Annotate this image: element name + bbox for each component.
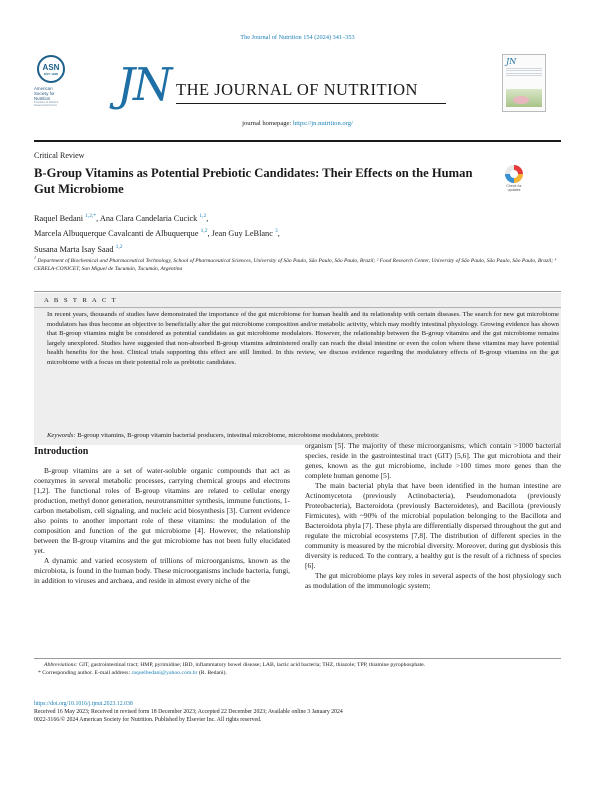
article-publication-info xyxy=(34,700,561,725)
corresponding-label: * Corresponding author. E-mail address: xyxy=(38,670,132,676)
abstract-rule xyxy=(34,291,561,292)
crossmark-icon xyxy=(505,165,523,183)
abstract-text: In recent years, thousands of studies have demonstrated the importance of the gut microbiome for human health and its relationship with certain diseases. The search for new gut microbiome modulators has thus become an objective to beneficially alter the gut microbiome composition and/or metabolic activity, which may modify intestinal physiology. Growing evidence has shown that B-group vitamins might be considered as potential candidates as gut microbiome modulators. However, the relationship between the B-group vitamins and the gut microbiome remains largely unexplored. Studies have suggested that non-absorbed B-group vitamins administered orally can reach the distal intestine or even the colon where these vitamins may have potential health benefits for the host. Clinical trials supporting this effect are still limited. In this review, we discuss evidence regarding the modulatory effects of B-group vitamins on the gut microbiome with a focus on their potential role as prebiotic candidates. xyxy=(47,311,559,366)
article-type: Critical Review xyxy=(34,151,85,160)
abstract-heading-rule xyxy=(34,307,561,308)
homepage-link[interactable]: https://jn.nutrition.org/ xyxy=(292,120,353,127)
body-paragraph: A dynamic and varied ecosystem of trillions of microorganisms, known as the microbiota, is found in the human body. These microorganisms include bacteria, fungi, in addition to viruses and archaea, and reside in almost every niche of the xyxy=(34,556,290,585)
author-name: Raquel Bedani xyxy=(34,213,84,223)
section-heading-introduction: Introduction xyxy=(34,446,89,457)
asn-name-line: American xyxy=(34,86,53,91)
article-title: B-Group Vitamins as Potential Prebiotic Candidates: Their Effects on the Human Gut Microbiome xyxy=(34,166,473,196)
asn-seal-est: EST. 1928 xyxy=(44,71,58,76)
abbreviations-text: GIT, gastrointestinal tract; HMP, pyrimidine; IBD, inflammatory bowel disease; LAB, lactic acid bacteria; THZ, thiazole; TPP, thiamine pyrophosphate. xyxy=(77,662,426,668)
footnote-rule xyxy=(34,658,561,659)
author-affiliation-link[interactable]: 3 xyxy=(274,228,278,235)
homepage-label: journal homepage: xyxy=(242,120,293,127)
author-affiliation-link[interactable]: 1,2 xyxy=(200,228,208,235)
author-name: , Ana Clara Candelaria Cucick xyxy=(96,213,198,223)
author-name: , Jean Guy LeBlanc xyxy=(207,229,273,239)
footnotes xyxy=(34,661,561,677)
asn-logo[interactable] xyxy=(34,55,68,107)
abbreviations-label: Abbreviations: xyxy=(44,662,78,668)
abstract-box xyxy=(34,293,561,445)
asn-seal-text: ASN xyxy=(42,62,60,72)
body-column-left xyxy=(34,466,290,586)
affiliations-text: Department of Biochemical and Pharmaceutical Technology, School of Pharmaceutical Sciences, University of São Paulo, São Paulo, São Paulo, Brazil; ² Food Research Center, University of São Paulo, São Paulo, São Paulo, Brazil; ³ CERELA-CONICET, San Miguel de Tucumán, Tucumán, Argentina xyxy=(34,257,557,272)
author-name: Susana Marta Isay Saad xyxy=(34,244,114,254)
cover-jn-mark: JN xyxy=(506,57,517,66)
corresponding-suffix: (R. Bedani). xyxy=(197,670,227,676)
asn-name xyxy=(34,86,68,101)
cover-text-lines xyxy=(506,68,542,78)
asn-tagline: Excellence in Nutrition Research and Practice xyxy=(34,101,59,107)
journal-logo-mark: JN xyxy=(117,58,171,111)
body-paragraph: B-group vitamins are a set of water-soluble organic compounds that act as coenzymes in several metabolic processes, carrying chemical groups and electrons [1,2]. The functional roles of B-group vitamins are related to cellular energy production, methyl donor generation, neurotransmitter synthesis, immune functions, 1-carbon metabolism, cell signaling, and nucleic acid biosynthesis [3]. Current evidence also points to another important role of these vitamins: the modulation of the composition and function of the gut microbiome [4]. However, the relationship between the B-group vitamins and the gut microbiome has not been fully elucidated yet. xyxy=(34,466,290,555)
doi-link[interactable]: https://doi.org/10.1016/j.tjnut.2023.12.038 xyxy=(34,701,133,707)
journal-title-rule xyxy=(176,103,446,104)
asn-name-line: Nutrition xyxy=(34,96,51,101)
abstract-heading: A B S T R A C T xyxy=(44,297,118,304)
asn-name-line: Society for xyxy=(34,91,55,96)
journal-homepage xyxy=(0,120,595,127)
affiliations xyxy=(34,254,561,273)
keywords xyxy=(47,432,559,439)
journal-reference[interactable]: The Journal of Nutrition 154 (2024) 341–353 xyxy=(240,34,355,41)
author-list: Raquel Bedani $^{1,2,*}$, Ana Clara Candelaria Cucick $^{1,2}$, Marcela Albuquerque Cavalcanti de Albuquerque $^{1,2}$, Jean Guy LeBlanc $^3$, Susana Marta Isay Saad $^{1,2}$ xyxy=(34,213,280,254)
crossmark-label-line: Check for xyxy=(506,184,522,188)
author-affiliation-link[interactable]: 1,2 xyxy=(115,243,123,250)
check-for-updates-button[interactable] xyxy=(503,165,525,192)
keywords-label: Keywords: xyxy=(47,432,76,439)
crossmark-label xyxy=(503,184,525,192)
author-affiliation-link[interactable]: 1,2,* xyxy=(85,213,97,219)
received-dates: Received 16 May 2023; Received in revised form 18 December 2023; Accepted 22 December 2023; Available online 3 January 2024 xyxy=(34,709,343,716)
body-paragraph: organism [5]. The majority of these microorganisms, which contain >1000 bacterial species, reside in the gastrointestinal tract (GIT) [5,6]. The gut microbiota and their genes, known as the gut microbiome, include >100 times more genes than the complete human genome [5]. xyxy=(305,441,561,480)
crossmark-label-line: updates xyxy=(507,188,521,192)
body-column-right xyxy=(305,441,561,591)
cover-pig-image xyxy=(513,96,529,104)
keywords-list: B-group vitamins, B-group vitamin bacterial producers, intestinal microbiome, microbiome modulators, prebiotic xyxy=(75,432,379,439)
body-paragraph: The main bacterial phyla that have been identified in the human intestine are Actinomycetota (previously Actinobacteria), Pseudomonadota (previously Proteobacteria), Bacteroidota (previously Bacteroidetes), and Bacillota (previously Firmicutes), with ~90% of the microbial population belonging to the Bacillota and Bacteroidota phyla [7]. These phyla are differentially dispersed throughout the gut and regulate the microbial ecosystems [7,8]. The distribution of different species in the community is measured by the microbial diversity. Moreover, during gut dysbiosis this diversity is reduced. To the contrary, a healthy gut is the result of a richness of species [6]. xyxy=(305,481,561,570)
copyright-notice: 0022-3166/© 2024 American Society for Nutrition. Published by Elsevier Inc. All rights reserved. xyxy=(34,717,262,724)
body-paragraph: The gut microbiome plays key roles in several aspects of the host physiology such as modulation of the immunologic system; xyxy=(305,571,561,590)
author-name: Marcela Albuquerque Cavalcanti de Albuquerque xyxy=(34,229,199,239)
corresponding-email-link[interactable]: raquelbedani@yahoo.com.br xyxy=(131,670,198,676)
journal-cover-thumbnail[interactable] xyxy=(502,54,546,112)
journal-title: THE JOURNAL OF NUTRITION xyxy=(176,80,418,99)
header-rule xyxy=(34,140,561,142)
author-affiliation-link[interactable]: 1,2 xyxy=(199,213,207,219)
asn-seal-icon xyxy=(37,55,65,83)
affiliation-marker: 1 xyxy=(34,255,36,260)
